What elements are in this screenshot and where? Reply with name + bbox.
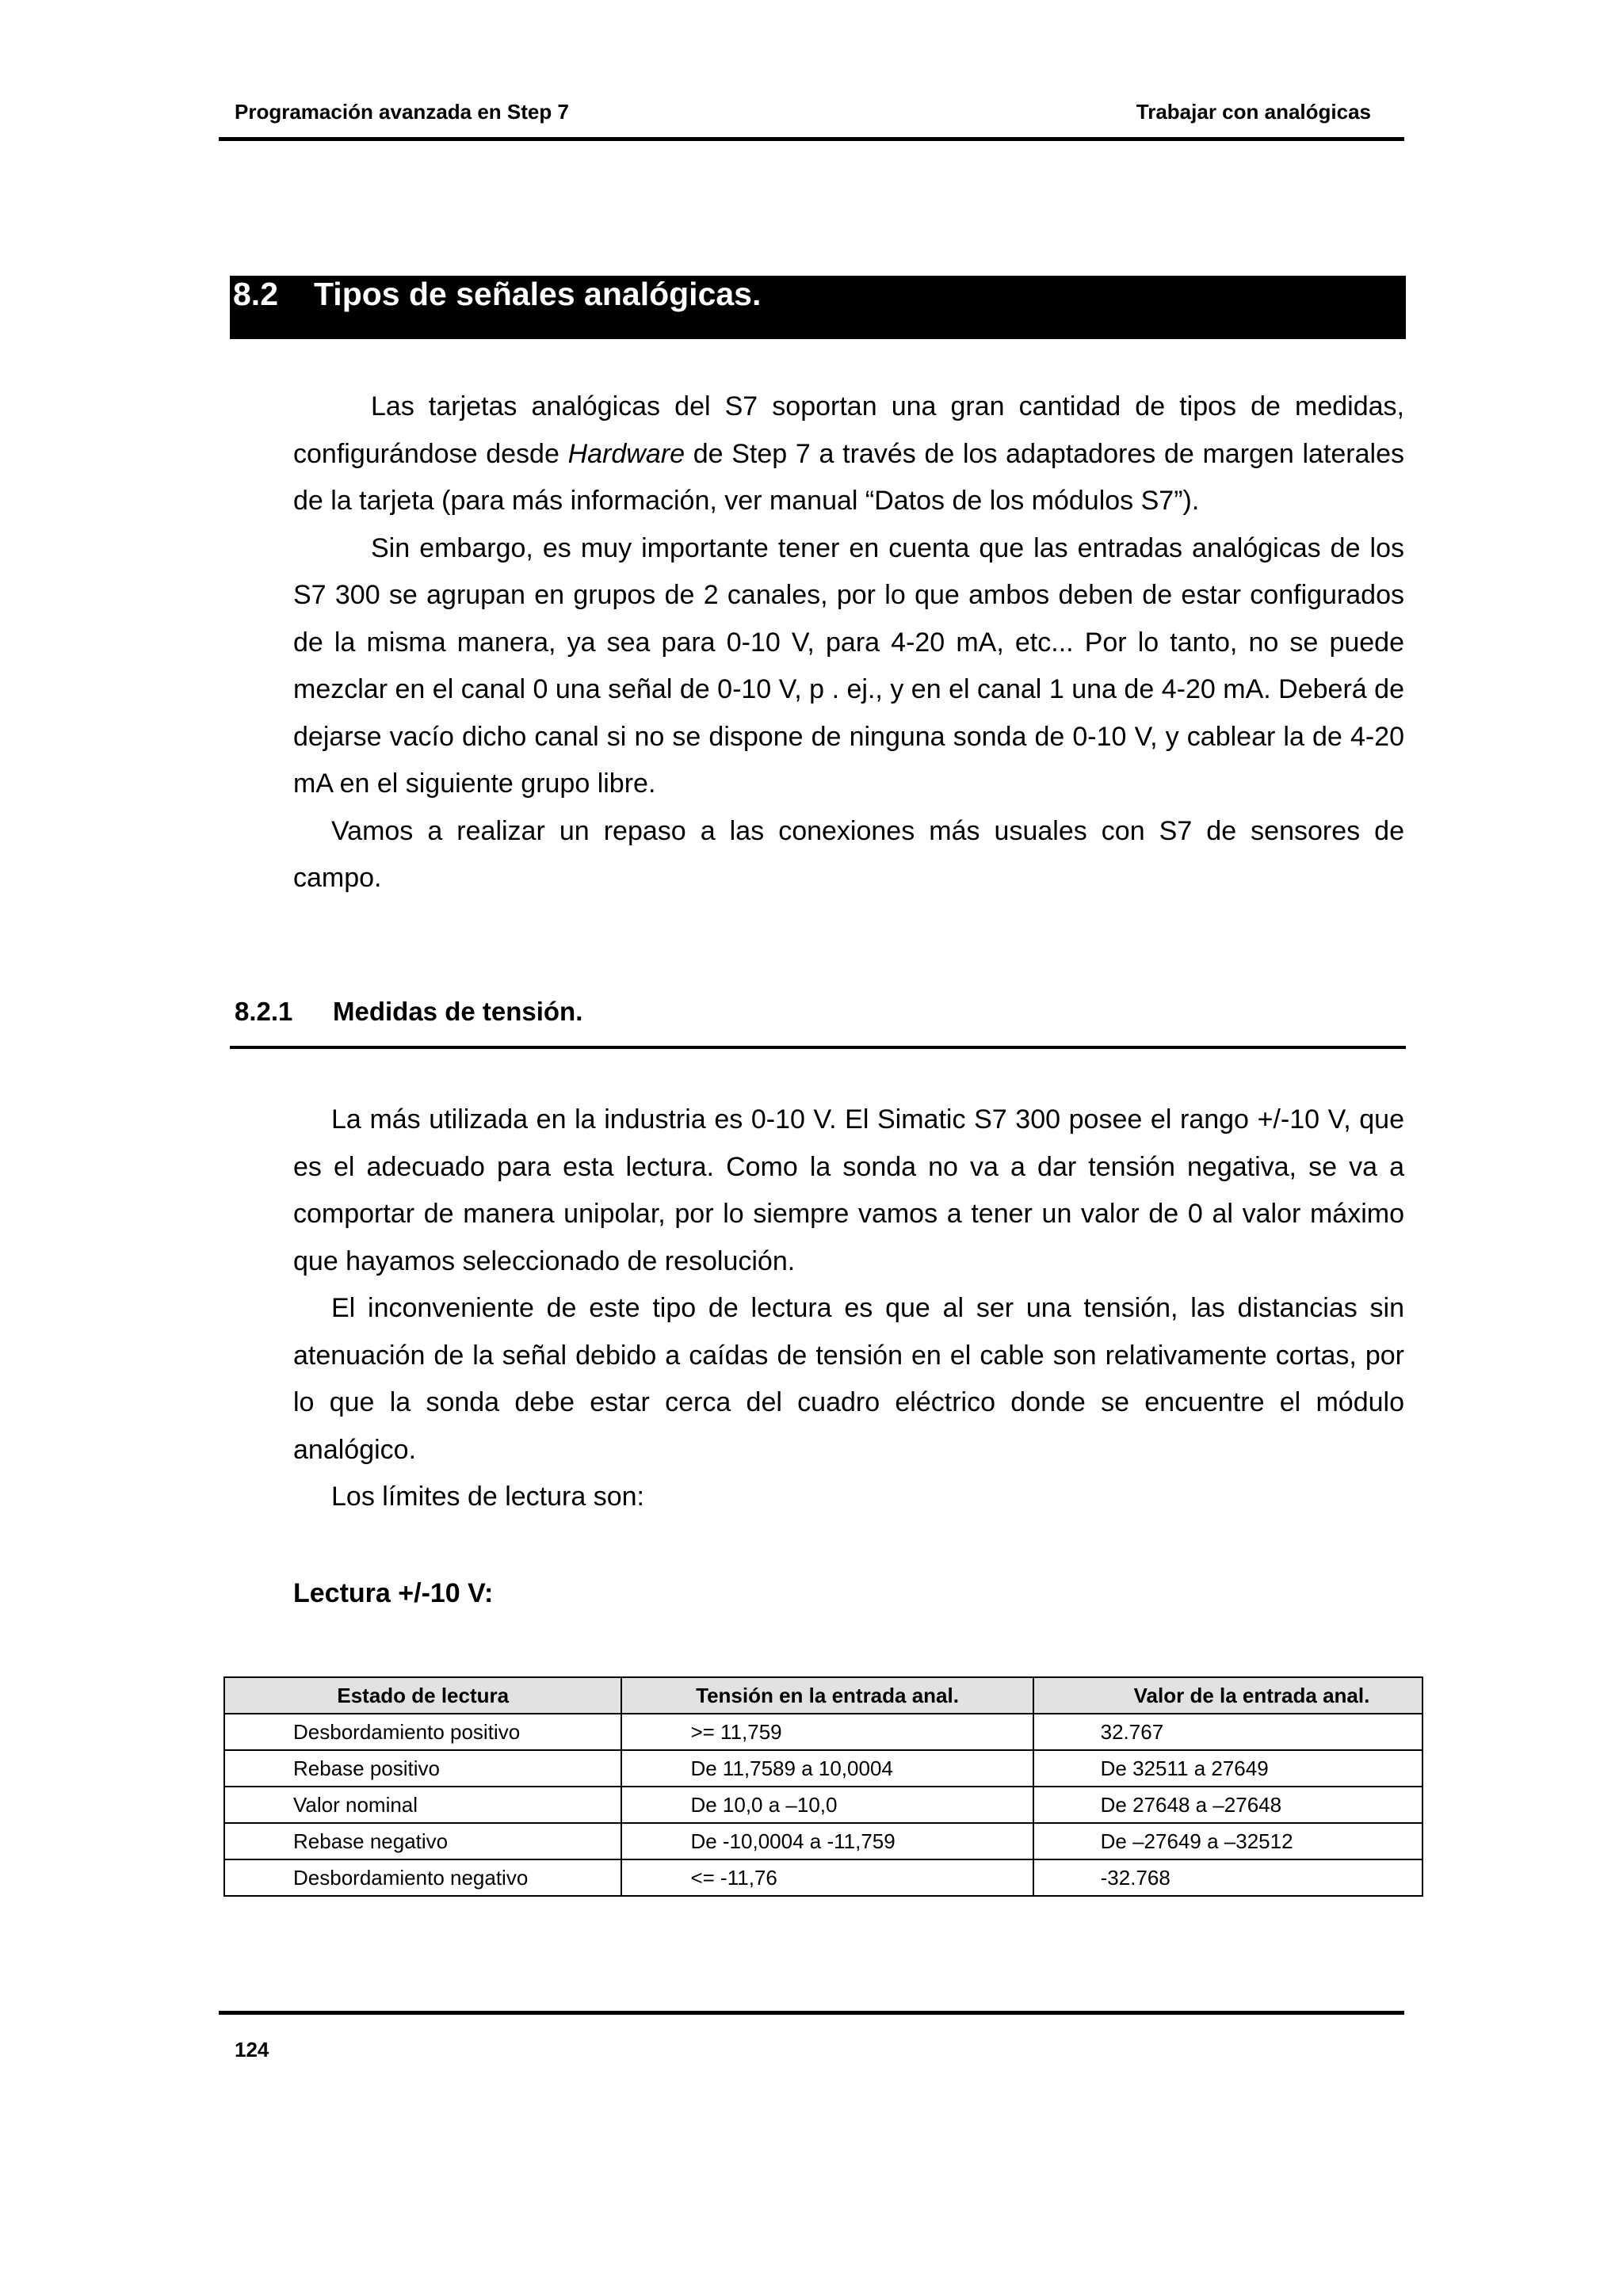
section-title: Tipos de señales analógicas. bbox=[314, 276, 762, 312]
lectura-heading: Lectura +/-10 V: bbox=[293, 1578, 494, 1608]
table-header-row bbox=[224, 1677, 1423, 1714]
column-header-valor: Valor de la entrada anal. bbox=[1033, 1677, 1423, 1714]
section-number: 8.2 bbox=[233, 276, 278, 312]
cell-tension: <= -11,76 bbox=[621, 1859, 1033, 1896]
table-row bbox=[224, 1750, 1423, 1787]
tension-paragraph-3: Los límites de lectura son: bbox=[331, 1482, 644, 1512]
limits-table bbox=[223, 1676, 1423, 1897]
tension-paragraph-1: La más utilizada en la industria es 0-10 V. El Simatic S7 300 posee el rango +/-10 V, que es el adecuado para esta lectura. Como la sonda no va a dar tensión negativa, se va a comportar de manera unipolar, por lo siempre vamos a tener un valor de 0 al valor máximo que hayamos seleccionado de resolución. bbox=[293, 1104, 1404, 1276]
table-row bbox=[224, 1859, 1423, 1896]
subsection-number: 8.2.1 bbox=[235, 997, 293, 1026]
cell-estado: Rebase positivo bbox=[224, 1750, 621, 1787]
intro-p1-end: de Step 7 a través de los adaptadores de margen laterales de la tarjeta (para más información, ver manual “Datos de los módulos S7”). bbox=[293, 438, 1404, 516]
subsection-heading bbox=[230, 992, 1406, 1049]
table-row bbox=[224, 1787, 1423, 1823]
cell-tension: De 11,7589 a 10,0004 bbox=[621, 1750, 1033, 1787]
intro-paragraph-3: Vamos a realizar un repaso a las conexiones más usuales con S7 de sensores de campo. bbox=[293, 815, 1404, 893]
cell-valor: De 32511 a 27649 bbox=[1033, 1750, 1423, 1787]
intro-text bbox=[293, 383, 1404, 902]
tension-paragraph-2: El inconveniente de este tipo de lectura es que al ser una tensión, las distancias sin atenuación de la señal debido a caídas de tensión en el cable son relativamente cortas, por lo que la sonda debe estar cerca del cuadro eléctrico donde se encuentre el módulo analógico. bbox=[293, 1293, 1404, 1465]
column-header-tension: Tensión en la entrada anal. bbox=[621, 1677, 1033, 1714]
header-chapter-title: Trabajar con analógicas bbox=[1136, 100, 1371, 124]
cell-valor: De –27649 a –32512 bbox=[1033, 1823, 1423, 1859]
cell-valor: -32.768 bbox=[1033, 1859, 1423, 1896]
cell-tension: De 10,0 a –10,0 bbox=[621, 1787, 1033, 1823]
table-row bbox=[224, 1823, 1423, 1859]
cell-valor: 32.767 bbox=[1033, 1714, 1423, 1750]
intro-paragraph-1 bbox=[293, 383, 1404, 525]
hardware-emphasis: Hardware bbox=[567, 438, 685, 469]
table-row bbox=[224, 1714, 1423, 1750]
intro-p1-start: Las tarjetas analógicas del S7 soportan una gran cantidad de tipos de medidas, configurándose desde bbox=[293, 391, 1404, 469]
cell-estado: Desbordamiento negativo bbox=[224, 1859, 621, 1896]
cell-valor: De 27648 a –27648 bbox=[1033, 1787, 1423, 1823]
footer-divider bbox=[219, 2011, 1404, 2015]
page-header bbox=[219, 97, 1404, 141]
header-book-title: Programación avanzada en Step 7 bbox=[235, 100, 569, 124]
section-heading bbox=[230, 276, 1406, 339]
cell-tension: >= 11,759 bbox=[621, 1714, 1033, 1750]
intro-paragraph-2: Sin embargo, es muy importante tener en cuenta que las entradas analógicas de los S7 300 se agrupan en grupos de 2 canales, por lo que ambos deben de estar configurados de la misma manera, ya sea para 0-10 V, para 4-20 mA, etc... Por lo tanto, no se puede mezclar en el canal 0 una señal de 0-10 V, p . ej., y en el canal 1 una de 4-20 mA. Deberá de dejarse vacío dicho canal si no se dispone de ninguna sonda de 0-10 V, y cablear la de 4-20 mA en el siguiente grupo libre. bbox=[293, 532, 1404, 799]
subsection-title: Medidas de tensión. bbox=[333, 997, 583, 1026]
tension-text bbox=[293, 1097, 1404, 1521]
cell-tension: De -10,0004 a -11,759 bbox=[621, 1823, 1033, 1859]
cell-estado: Desbordamiento positivo bbox=[224, 1714, 621, 1750]
cell-estado: Rebase negativo bbox=[224, 1823, 621, 1859]
page-number: 124 bbox=[235, 2038, 269, 2061]
column-header-estado: Estado de lectura bbox=[224, 1677, 621, 1714]
cell-estado: Valor nominal bbox=[224, 1787, 621, 1823]
